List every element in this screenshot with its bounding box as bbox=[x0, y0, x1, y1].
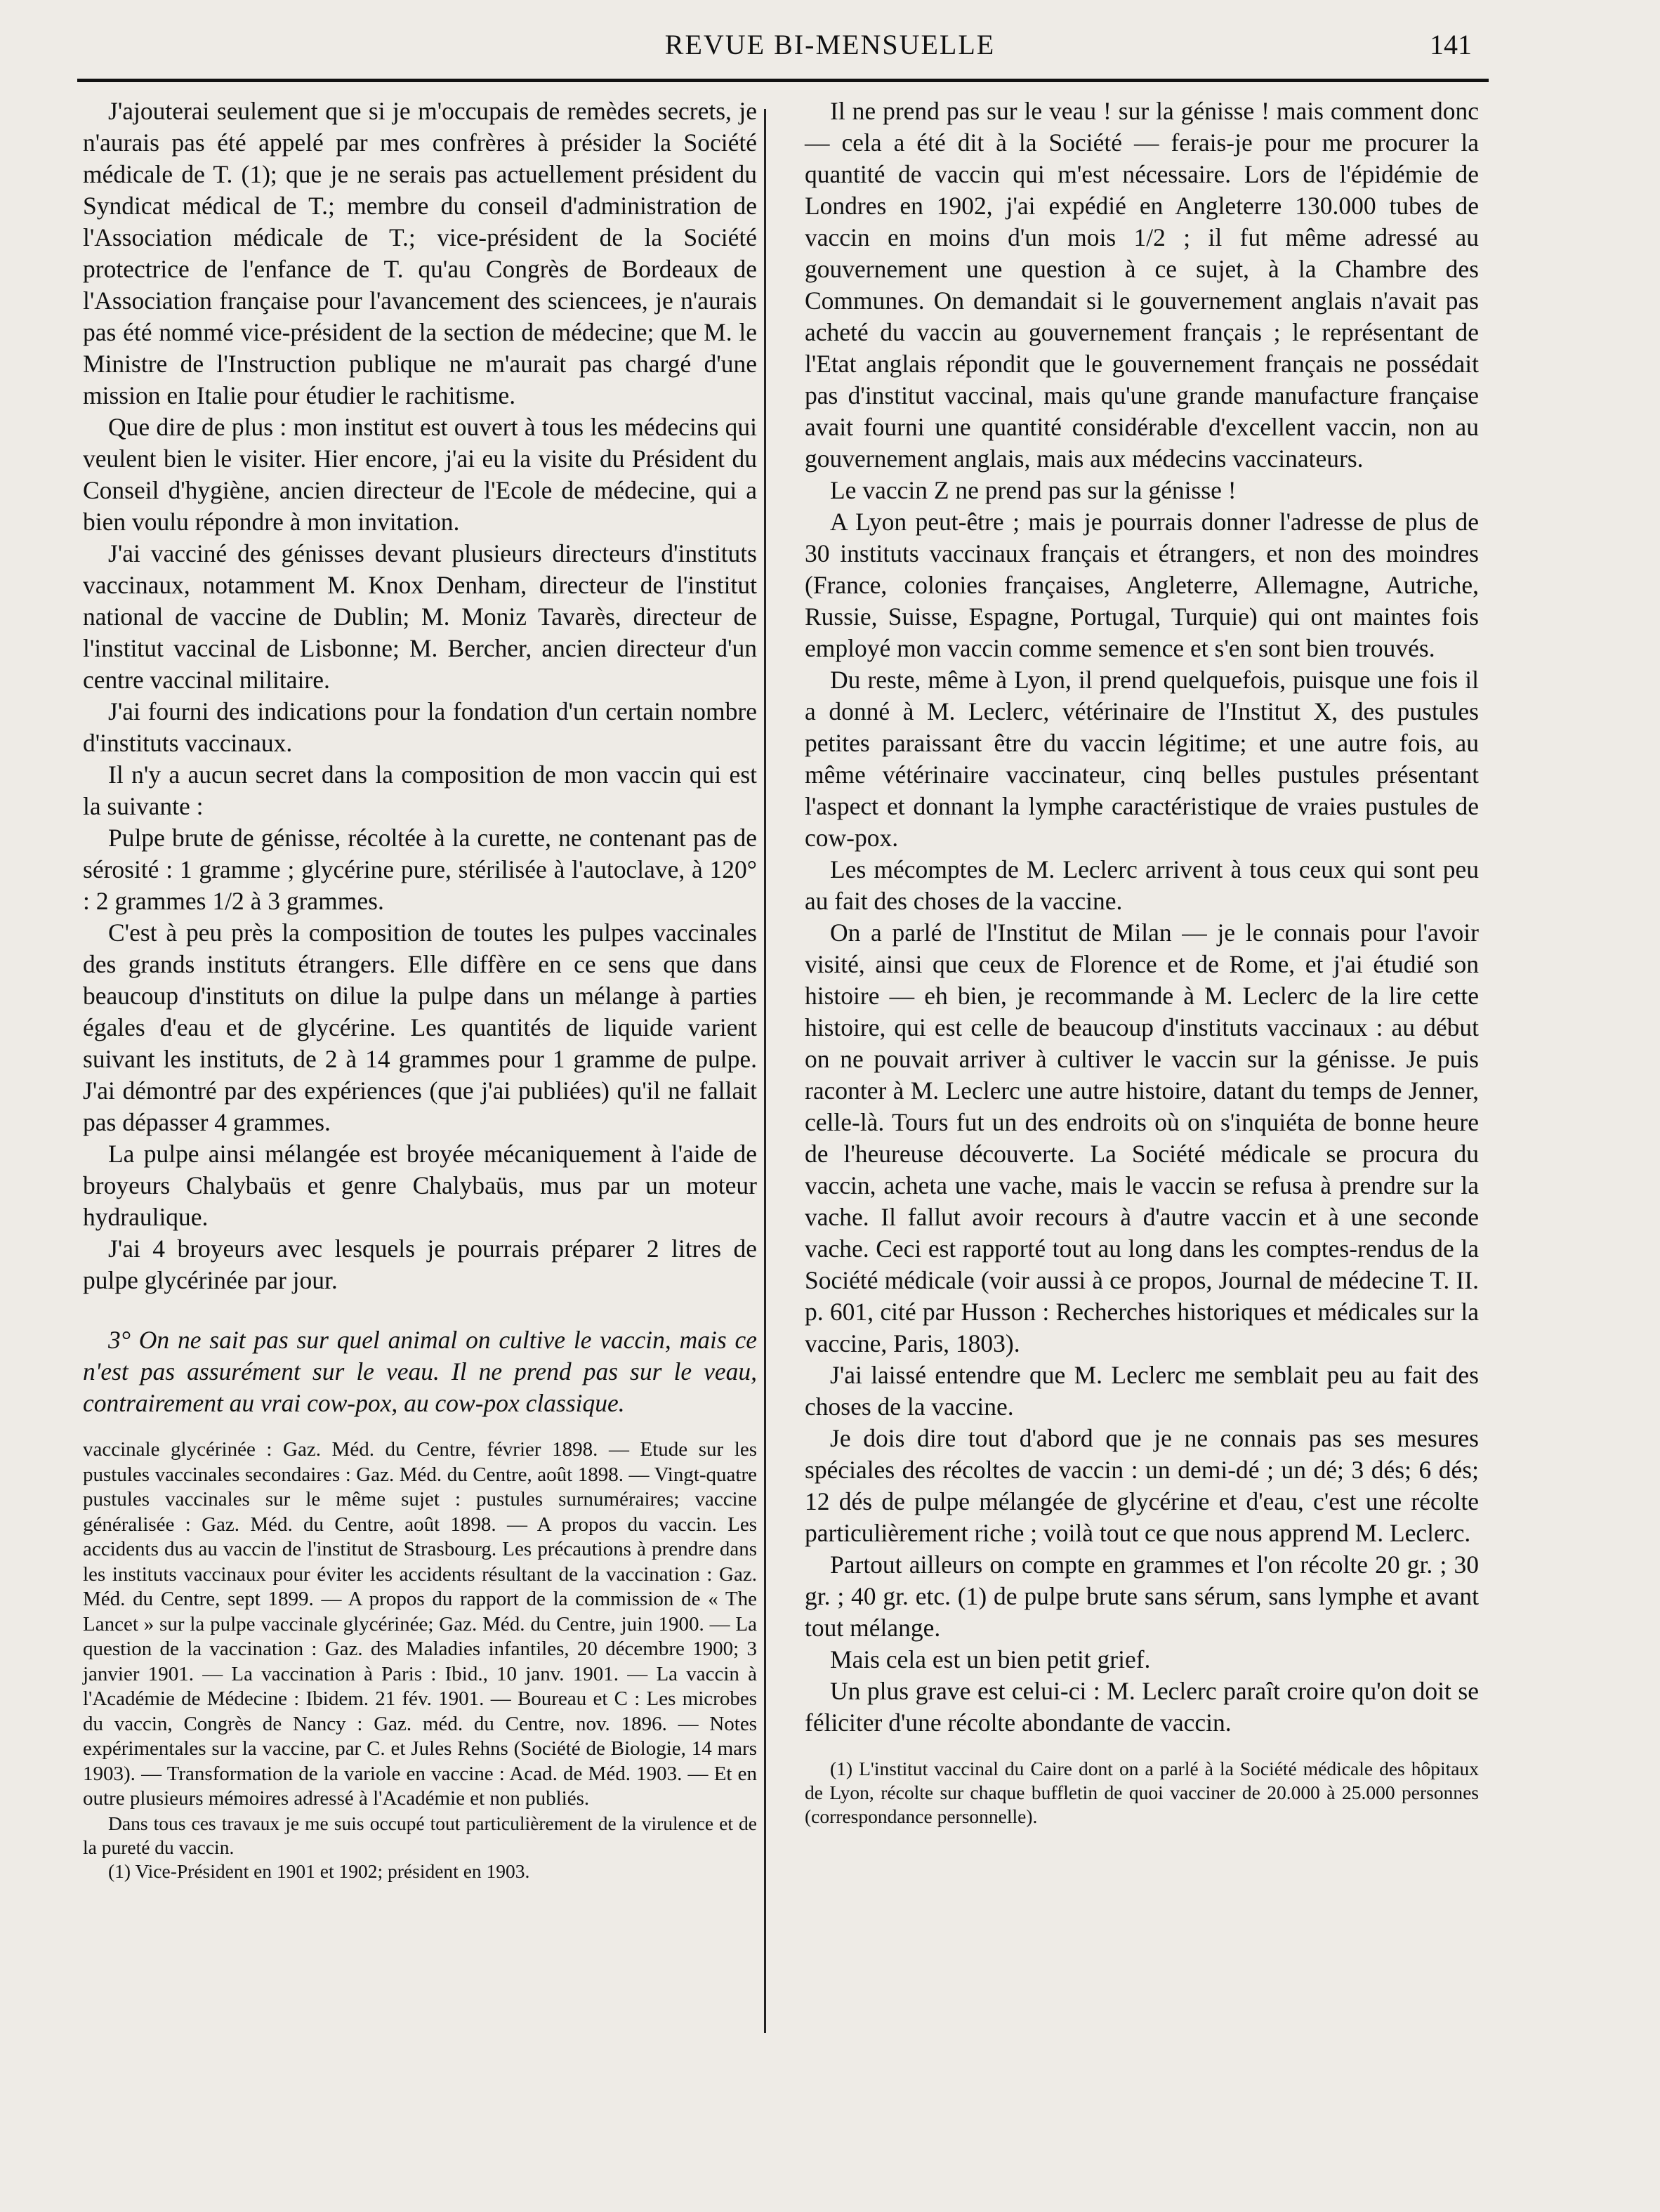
body-paragraph: Un plus grave est celui-ci : M. Leclerc paraît croire qu'on doit se féliciter d'une récolte abondante de vaccin. bbox=[805, 1677, 1479, 1737]
footnote-text: (1) L'institut vaccinal du Caire dont on a parlé à la Société médicale des hôpitaux de Lyon, récolte sur chaque buffletin de quoi vacciner de 20.000 à 25.000 personnes (correspondance personnelle). bbox=[805, 1758, 1479, 1827]
body-paragraph: Que dire de plus : mon institut est ouvert à tous les médecins qui veulent bien le visiter. Hier encore, j'ai eu la visite du Président du Conseil d'hygiène, ancien directeur de l'Ecole de médecine, qui a bien voulu répondre à mon invitation. bbox=[83, 413, 757, 536]
body-paragraph: Il ne prend pas sur le veau ! sur la génisse ! mais comment donc — cela a été dit à la Société — ferais-je pour me procurer la quantité de vaccin qui m'est nécessaire. Lors de l'épidémie de Londres en 1902, j'ai expédié en Angleterre 130.000 tubes de vaccin en moins d'un mois 1/2 ; il fut même adressé au gouvernement une question à ce sujet, à la Chambre des Communes. On demandait si le gouvernement anglais n'avait pas acheté du vaccin au gouvernement français ; le représentant de l'Etat anglais répondit que le gouvernement français ne possédait pas d'institut vaccinal, mais qu'une grande manufacture française avait fourni une quantité considérable d'excellent vaccin, non au gouvernement anglais, mais aux médecins vaccinateurs. bbox=[805, 97, 1479, 473]
footnote-separator bbox=[83, 1419, 757, 1437]
footnote-separator bbox=[805, 1739, 1479, 1757]
italic-claim-paragraph: 3° On ne sait pas sur quel animal on cultive le vaccin, mais ce n'est pas assurément sur le veau. Il ne prend pas sur le veau, contrairement au vrai cow-pox, au cow-pox classique. bbox=[83, 1326, 757, 1417]
body-paragraph: Le vaccin Z ne prend pas sur la génisse ! bbox=[830, 476, 1237, 504]
body-paragraph: C'est à peu près la composition de toutes les pulpes vaccinales des grands instituts étrangers. Elle diffère en ce sens que dans beaucoup d'instituts on dilue la pulpe dans un mélange à parties égales d'eau et de glycérine. Les quantités de liquide varient suivant les instituts, de 2 à 14 grammes pour 1 gramme de pulpe. J'ai démontré par des expériences (que j'ai publiées) qu'il ne fallait pas dépasser 4 grammes. bbox=[83, 919, 757, 1136]
body-paragraph: A Lyon peut-être ; mais je pourrais donner l'adresse de plus de 30 instituts vaccinaux français et étrangers, et non des moindres (France, colonies françaises, Angleterre, Allemagne, Autriche, Russie, Suisse, Espagne, Portugal, Turquie) qui ont maintes fois employé mon vaccin comme semence et s'en sont bien trouvés. bbox=[805, 508, 1479, 662]
body-paragraph: J'ai laissé entendre que M. Leclerc me semblait peu au fait des choses de la vaccine. bbox=[805, 1361, 1479, 1421]
body-paragraph: J'ai 4 broyeurs avec lesquels je pourrais préparer 2 litres de pulpe glycérinée par jour. bbox=[83, 1235, 757, 1294]
body-paragraph: Il n'y a aucun secret dans la composition de mon vaccin qui est la suivante : bbox=[83, 761, 757, 820]
body-paragraph: On a parlé de l'Institut de Milan — je le connais pour l'avoir visité, ainsi que ceux de Florence et de Rome, et j'ai étudié son histoire — eh bien, je recommande à M. Leclerc de la lire cette histoire, qui est celle de beaucoup d'instituts vaccinaux : au début on ne pouvait arriver à cultiver le vaccin sur la génisse. Je puis raconter à M. Leclerc une autre histoire, datant du temps de Jenner, celle-là. Tours fut un des endroits où on s'inquiéta de bonne heure de l'heureuse découverte. La Société médicale se procura du vaccin, acheta une vache, mais le vaccin se refusa à prendre sur la vache. Il fallut avoir recours à d'autre vaccin et à une seconde vache. Ceci est rapporté tout au long dans les comptes-rendus de la Société médicale (voir aussi à ce propos, Journal de médecine T. II. p. 601, cité par Husson : Recherches historiques et médicales sur la vaccine, Paris, 1803). bbox=[805, 919, 1479, 1357]
body-paragraph: Je dois dire tout d'abord que je ne connais pas ses mesures spéciales des récoltes de vaccin : un demi-dé ; un dé; 3 dés; 6 dés; 12 dés de pulpe mélangée de glycérine et d'eau, c'est une récolte particulièrement riche ; voilà tout ce que nous apprend M. Leclerc. bbox=[805, 1424, 1479, 1547]
right-column bbox=[805, 96, 1479, 1829]
body-paragraph: Les mécomptes de M. Leclerc arrivent à tous ceux qui sont peu au fait des choses de la vaccine. bbox=[805, 855, 1479, 915]
body-paragraph: La pulpe ainsi mélangée est broyée mécaniquement à l'aide de broyeurs Chalybaüs et genre Chalybaüs, mus par un moteur hydraulique. bbox=[83, 1140, 757, 1231]
page-number: 141 bbox=[1430, 29, 1472, 60]
footnote-text: (1) Vice-Président en 1901 et 1902; président en 1903. bbox=[108, 1859, 530, 1882]
body-paragraph: Du reste, même à Lyon, il prend quelquefois, puisque une fois il a donné à M. Leclerc, vétérinaire de l'Institut X, des pustules petites paraissant être du vaccin légitime; et une autre fois, au même vétérinaire vaccinateur, cinq belles pustules présentant l'aspect et donnant la lymphe caractéristique de vraies pustules de cow-pox. bbox=[805, 666, 1479, 852]
left-column bbox=[83, 96, 757, 1883]
body-paragraph: Partout ailleurs on compte en grammes et l'on récolte 20 gr. ; 30 gr. ; 40 gr. etc. (1) de pulpe brute sans sérum, sans lymphe et avant tout mélange. bbox=[805, 1551, 1479, 1642]
footnote-text: Dans tous ces travaux je me suis occupé tout particulièrement de la virulence et de la pureté du vaccin. bbox=[83, 1812, 757, 1858]
running-header-title: REVUE BI-MENSUELLE bbox=[664, 29, 996, 60]
body-paragraph: Pulpe brute de génisse, récoltée à la curette, ne contenant pas de sérosité : 1 gramme ; glycérine pure, stérilisée à l'autoclave, à 120° : 2 grammes 1/2 à 3 grammes. bbox=[83, 824, 757, 915]
body-paragraph: J'ai vacciné des génisses devant plusieurs directeurs d'instituts vaccinaux, notamment M. Knox Denham, directeur de l'institut national de vaccine de Dublin; M. Moniz Tavarès, directeur de l'institut vaccinal de Lisbonne; M. Bercher, ancien directeur d'un centre vaccinal militaire. bbox=[83, 539, 757, 694]
column-divider bbox=[764, 109, 766, 2033]
header-rule bbox=[77, 79, 1489, 82]
body-paragraph: J'ajouterai seulement que si je m'occupais de remèdes secrets, je n'aurais pas été appelé par mes confrères à présider la Société médicale de T. (1); que je ne serais pas actuellement président du Syndicat médical de T.; membre du conseil d'administration de l'Association médicale de T.; vice-président de la Société protectrice de l'enfance de T. qu'au Congrès de Bordeaux de l'Association française pour l'avancement des sciencees, je n'aurais pas été nommé vice-président de la section de médecine; que M. le Ministre de l'Instruction publique ne m'aurait pas chargé d'une mission en Italie pour étudier le rachitisme. bbox=[83, 97, 757, 409]
footnote-bibliography: vaccinale glycérinée : Gaz. Méd. du Centre, février 1898. — Etude sur les pustules vaccinales secondaires : Gaz. Méd. du Centre, août 1898. — Vingt-quatre pustules vaccinales sur le même sujet : pustules surnuméraires; vaccine généralisée : Gaz. Méd. du Centre, août 1898. — A propos du vaccin. Les accidents dus au vaccin de l'institut de Strasbourg. Les précautions à prendre dans les instituts vaccinaux pour éviter les accidents résultant de la vaccination : Gaz. Méd. du Centre, sept 1899. — A propos du rapport de la commission de « The Lancet » sur la pulpe vaccinale glycérinée; Gaz. Méd. du Centre, juin 1900. — La question de la vaccination : Gaz. des Maladies infantiles, 20 décembre 1900; 3 janvier 1901. — La vaccination à Paris : Ibid., 10 janv. 1901. — La vaccin à l'Académie de Médecine : Ibidem. 21 fév. 1901. — Boureau et C : Les microbes du vaccin, Congrès de Nancy : Gaz. méd. du Centre, nov. 1896. — Notes expérimentales sur la vaccine, par C. et Jules Rehns (Société de Biologie, 14 mars 1903). — Transformation de la variole en vaccine : Acad. de Méd. 1903. — Et en outre plusieurs mémoires adressé à l'Académie et non publiés. bbox=[83, 1438, 757, 1810]
body-paragraph: J'ai fourni des indications pour la fondation d'un certain nombre d'instituts vaccinaux. bbox=[83, 697, 757, 757]
body-paragraph: Mais cela est un bien petit grief. bbox=[830, 1645, 1151, 1673]
